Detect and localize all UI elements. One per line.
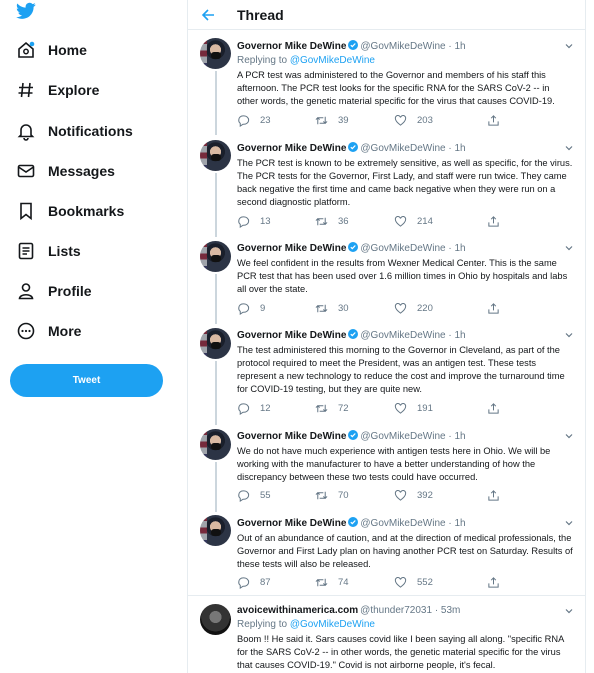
verified-badge-icon (348, 517, 358, 527)
sidebar-item-bookmarks[interactable] (16, 197, 124, 225)
thread-connector (215, 173, 217, 237)
verified-badge-icon (348, 329, 358, 339)
share-icon (487, 114, 500, 127)
bell-icon (16, 121, 36, 141)
twitter-bird-icon[interactable] (16, 2, 36, 20)
bookmark-icon (16, 201, 36, 221)
reply-icon (237, 302, 250, 315)
retweet-icon (315, 114, 328, 127)
share-icon (487, 215, 500, 228)
retweet-icon (315, 489, 328, 502)
avatar[interactable] (200, 515, 231, 546)
handle-time: @GovMikeDeWine · 1h (360, 143, 466, 154)
tweet-actions (237, 576, 527, 590)
like-count: 220 (417, 303, 433, 314)
share-button[interactable] (487, 114, 510, 127)
verified-badge-icon (348, 142, 358, 152)
avatar[interactable] (200, 38, 231, 69)
tweet[interactable] (188, 421, 586, 508)
tweet-actions (237, 402, 527, 416)
retweet-count: 36 (338, 216, 349, 227)
handle-time: @GovMikeDeWine · 1h (360, 41, 466, 52)
share-button[interactable] (487, 489, 510, 502)
person-icon (16, 281, 36, 301)
envelope-icon (16, 161, 36, 181)
thread-connector (215, 361, 217, 425)
sidebar-item-label: Lists (48, 243, 81, 259)
home-icon (16, 40, 36, 60)
retweet-icon (315, 402, 328, 415)
sidebar-item-messages[interactable] (16, 157, 115, 185)
sidebar-item-explore[interactable] (16, 76, 99, 104)
tweet-header (237, 605, 460, 616)
chevron-down-icon[interactable] (564, 243, 574, 253)
like-button[interactable] (394, 215, 433, 228)
retweet-count: 70 (338, 490, 349, 501)
chevron-down-icon[interactable] (564, 41, 574, 51)
thread-connector (215, 462, 217, 512)
chevron-down-icon[interactable] (564, 330, 574, 340)
retweet-count: 39 (338, 115, 349, 126)
display-name[interactable]: Governor Mike DeWine (237, 143, 347, 154)
tweet-actions (237, 302, 527, 316)
reply-count: 13 (260, 216, 271, 227)
tweet[interactable] (188, 233, 586, 320)
like-count: 214 (417, 216, 433, 227)
like-button[interactable] (394, 576, 433, 589)
tweet-text: Out of an abundance of caution, and at the direction of medical professionals, the Governor and First Lady plan on having another PCR test on Saturday. Results of these tests will also be released. (237, 533, 573, 569)
thread-connector (215, 274, 217, 324)
tweet-text: Boom !! He said it. Sars causes covid like I been saying all along. "specific RNA for the SARS CoV-2 -- in other words, the genetic material specific for the virus that causes COVID-19." Covid is not airborne people, it's fecal. (237, 634, 564, 670)
display-name[interactable]: Governor Mike DeWine (237, 243, 347, 254)
sidebar-item-lists[interactable] (16, 237, 81, 265)
tweet[interactable] (188, 320, 586, 421)
tweet[interactable] (188, 132, 586, 233)
like-count: 191 (417, 403, 433, 414)
reply-count: 12 (260, 403, 271, 414)
tweet-text: We feel confident in the results from Wexner Medical Center. This is the same PCR test that has been used over 1.6 million times in Ohio by hospitals and labs all over the state. (237, 258, 568, 294)
like-button[interactable] (394, 302, 433, 315)
tweet-header (237, 40, 466, 52)
thread-connector (215, 71, 217, 135)
tweet-text: The PCR test is known to be extremely sensitive, as well as specific, for the virus. The PCR tests for the Governor, First Lady, and staff were run twice. They came back negative the first time and came back negative when they were run on a second diagnostic platform. (237, 158, 573, 207)
display-name[interactable]: avoicewithinamerica.com (237, 605, 359, 616)
tweet-text: We do not have much experience with antigen tests here in Ohio. We will be working with the manufacturer to have a better understanding of how the discrepancy between these two tests could have occurred. (237, 446, 551, 482)
verified-badge-icon (348, 40, 358, 50)
share-button[interactable] (487, 402, 510, 415)
hashtag-icon (16, 80, 36, 100)
sidebar-item-label: Messages (48, 163, 115, 179)
retweet-count: 30 (338, 303, 349, 314)
reply-button[interactable] (237, 215, 271, 228)
sidebar-item-label: Home (48, 42, 87, 58)
heart-icon (394, 215, 407, 228)
replying-to-prefix: Replying to (237, 55, 290, 66)
share-button[interactable] (487, 215, 510, 228)
heart-icon (394, 489, 407, 502)
replying-to-link[interactable]: @GovMikeDeWine (289, 55, 375, 66)
tweet-header (237, 142, 466, 154)
thread-header (188, 0, 586, 30)
replying-to (237, 55, 375, 66)
sidebar-item-label: Profile (48, 283, 92, 299)
avatar[interactable] (200, 604, 231, 635)
share-icon (487, 302, 500, 315)
retweet-button[interactable] (315, 489, 349, 502)
reply-icon (237, 576, 250, 589)
chevron-down-icon[interactable] (564, 518, 574, 528)
reply-button[interactable] (237, 114, 271, 127)
replying-to (237, 619, 375, 630)
like-count: 392 (417, 490, 433, 501)
sidebar-item-notifications[interactable] (16, 117, 133, 145)
like-button[interactable] (394, 402, 433, 415)
reply-count: 87 (260, 577, 271, 588)
display-name[interactable]: Governor Mike DeWine (237, 41, 347, 52)
like-count: 552 (417, 577, 433, 588)
thread-column (187, 0, 586, 673)
sidebar-item-more[interactable] (16, 317, 81, 345)
tweet-header (237, 517, 466, 529)
handle-time: @thunder72031 · 53m (360, 605, 461, 616)
sidebar-item-label: Bookmarks (48, 203, 125, 219)
tweet-actions (237, 489, 527, 503)
retweet-icon (315, 302, 328, 315)
display-name[interactable]: Governor Mike DeWine (237, 518, 347, 529)
replying-to-link[interactable]: @GovMikeDeWine (289, 619, 375, 630)
sidebar-item-label: Notifications (48, 123, 133, 139)
reply-count: 23 (260, 115, 271, 126)
retweet-button[interactable] (315, 576, 349, 589)
share-icon (487, 402, 500, 415)
like-button[interactable] (394, 114, 433, 127)
tweet-header (237, 242, 466, 254)
replying-to-prefix: Replying to (237, 619, 290, 630)
reply-icon (237, 489, 250, 502)
sidebar-item-label: Explore (48, 82, 100, 98)
tweet[interactable] (188, 508, 586, 596)
share-button[interactable] (487, 302, 510, 315)
arrow-left-icon[interactable] (201, 8, 215, 22)
chevron-down-icon[interactable] (564, 431, 574, 441)
heart-icon (394, 402, 407, 415)
verified-badge-icon (348, 430, 358, 440)
reply-icon (237, 402, 250, 415)
retweet-button[interactable] (315, 302, 349, 315)
tweet-text: The test administered this morning to the Governor in Cleveland, as part of the protocol required to meet the President, was an antigen test. These tests represent a new technology to reduce the cost and improve the turnaround time for COVID-19 testing, but they are quite new. (237, 345, 565, 394)
retweet-icon (315, 576, 328, 589)
retweet-button[interactable] (315, 215, 349, 228)
retweet-button[interactable] (315, 402, 349, 415)
heart-icon (394, 576, 407, 589)
reply-button[interactable] (237, 576, 271, 589)
tweet-actions (237, 114, 527, 128)
handle-time: @GovMikeDeWine · 1h (360, 330, 466, 341)
retweet-count: 72 (338, 403, 349, 414)
display-name[interactable]: Governor Mike DeWine (237, 431, 347, 442)
reply-count: 55 (260, 490, 271, 501)
page-title: Thread (237, 6, 284, 23)
share-button[interactable] (487, 576, 510, 589)
tweet-text: A PCR test was administered to the Governor and members of his staff this afternoon. The PCR test looks for the specific RNA for the SARS CoV-2 -- in other words, the genetic material specific for the virus that causes COVID-19. (237, 70, 555, 106)
avatar[interactable] (200, 429, 231, 460)
chevron-down-icon[interactable] (564, 143, 574, 153)
like-count: 203 (417, 115, 433, 126)
avatar[interactable] (200, 328, 231, 359)
tweet-actions (237, 215, 527, 229)
reply-icon (237, 114, 250, 127)
handle-time: @GovMikeDeWine · 1h (360, 518, 466, 529)
reply-count: 9 (260, 303, 266, 314)
heart-icon (394, 302, 407, 315)
handle-time: @GovMikeDeWine · 1h (360, 243, 466, 254)
handle-time: @GovMikeDeWine · 1h (360, 431, 466, 442)
sidebar-item-label: More (48, 323, 82, 339)
tweet-header (237, 329, 466, 341)
avatar[interactable] (200, 241, 231, 272)
reply-button[interactable] (237, 402, 271, 415)
verified-badge-icon (348, 242, 358, 252)
tweet-button[interactable]: Tweet (10, 364, 163, 397)
list-icon (16, 241, 36, 261)
tweet[interactable] (188, 596, 586, 673)
avatar[interactable] (200, 140, 231, 171)
left-sidebar (0, 0, 187, 673)
share-icon (487, 576, 500, 589)
share-icon (487, 489, 500, 502)
reply-button[interactable] (237, 302, 265, 315)
chevron-down-icon[interactable] (564, 606, 574, 616)
tweet-header (237, 430, 466, 442)
retweet-button[interactable] (315, 114, 349, 127)
sidebar-item-profile[interactable] (16, 277, 92, 305)
tweet[interactable] (188, 31, 586, 132)
retweet-count: 74 (338, 577, 349, 588)
retweet-icon (315, 215, 328, 228)
reply-button[interactable] (237, 489, 271, 502)
like-button[interactable] (394, 489, 433, 502)
more-circle-icon (16, 321, 36, 341)
reply-icon (237, 215, 250, 228)
display-name[interactable]: Governor Mike DeWine (237, 330, 347, 341)
heart-icon (394, 114, 407, 127)
sidebar-item-home[interactable] (16, 36, 87, 64)
